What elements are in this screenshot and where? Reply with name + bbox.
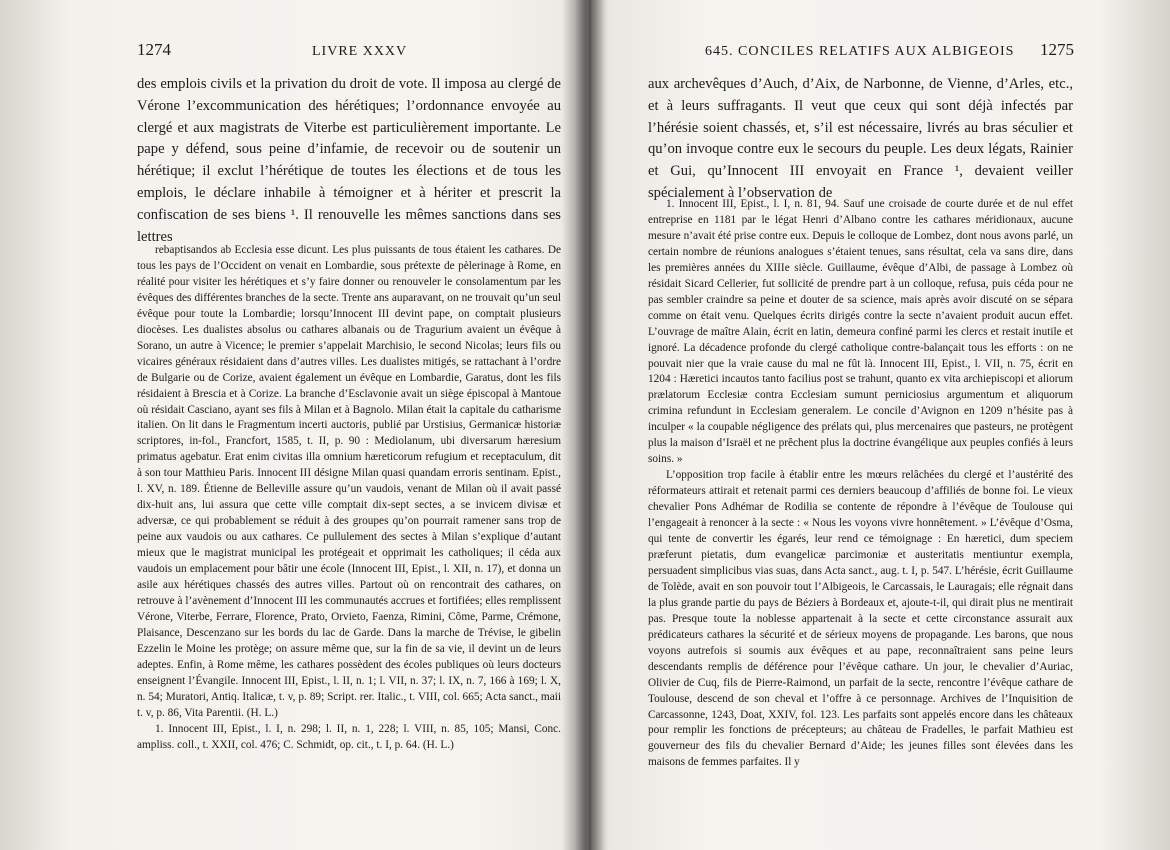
left-main-paragraph: des emplois civils et la privation du droit de vote. Il imposa au clergé de Vérone l’excommunication des hérétiques; l’ordonnance envoyée au clergé et aux magistrats de Viterbe est particulièrement importante. Le pape y défend, sous peine d’infamie, de recevoir ou de soutenir un hérétique; il exclut l’hérétique de toutes les élections et de tous les emplois, le déclare inhabile à témoigner et à hériter et prescrit la confiscation de ses biens ¹. Il renouvelle les mêmes sanctions dans ses lettres [137,76,561,245]
right-main-text [648,74,1073,205]
left-footnotes [137,243,561,754]
right-footnote-1: 1. Innocent III, Epist., l. I, n. 81, 94. Sauf une croisade de courte durée et de nul effet entreprise en 1181 par le légat Henri d’Albano contre les cathares méridionaux, aucune mesure n’avait été prise contre eux. Depuis le colloque de Lombez, dont nous avons parlé, un certain nombre de réunions analogues s’étaient tenues, sans résultat, cela va sans dire, dans les premières années du XIIIe siècle. Guillaume, évêque d’Albi, de passage à Lombez où résidait Sicard Cellerier, fut sollicité de prendre part à un colloque, refusa, puis céda pour ne pas sembler craindre sa peine et douter de sa science, mais après avoir discuté on se sépara comme on était venu. Quelques écrits dirigés contre la secte n’avaient produit aucun effet. L’ouvrage de maître Alain, écrit en latin, demeura confiné parmi les clercs et restait inutile et ignoré. La décadence profonde du clergé catholique contre-balançait tous les efforts : on ne pouvait nier que la vraie cause du mal ne fût là. Innocent III, Epist., l. VII, n. 75, écrit en 1204 : Hæretici incautos tanto facilius post se trahunt, quanto ex vita archiepiscopi et aliorum prælatorum Ecclesiæ contra Ecclesiam sumunt perniciosius argumentum et aliquorum crimina refundunt in Ecclesiam generalem. Le concile d’Avignon en 1209 n’hésite pas à inculper « la coupable négligence des prélats qui, plus mercenaires que pasteurs, ne protègent plus la maison d’Israël et ne prêchent plus la doctrine évangélique aux peuples confiés à leurs soins. » [648,198,1073,466]
right-running-head: 645. CONCILES RELATIFS AUX ALBIGEOIS [705,44,1015,59]
right-footnote-1-continued: L’opposition trop facile à établir entre les mœurs relâchées du clergé et l’austérité des réformateurs attirait et retenait parmi ces derniers beaucoup d’affiliés de bonne foi. Le vieux chevalier Pons Adhémar de Rodilia se contente de répondre à l’évêque de Toulouse qui l’engageait à renoncer à la secte : « Nous les voyons vivre honnêtement. » L’évêque d’Osma, qui tente de convertir les égarés, leur rend ce témoignage : En hæretici, dum speciem præferunt pietatis, dum evangelicæ parcimoniæ et austeritatis mentiuntur exempla, persuadent simplicibus vias suas, dans Acta sanct., aug. t. I, p. 547. L’hérésie, écrit Guillaume de Tolède, avait en son pouvoir tout l’Albigeois, le Carcassais, le Lauragais; elle régnait dans la plus grande partie du pays de Béziers à Bordeaux et, ajoute-t-il, qui dirait plus ne mentirait pas. Presque toute la noblesse appartenait à la secte et cette circonstance assurait aux prédicateurs cathares la sécurité et de sérieux moyens de propagande. Les barons, que nous voyons autrefois si soumis aux évêques et au pape, reconnaîtraient sans peine leurs descendants remplis de déférence pour l’évêque cathare. Un jour, le chevalier d’Auriac, Olivier de Cuq, fils de Pierre-Raimond, un parfait de la secte, rencontre l’évêque cathare de Toulouse, descend de son cheval et l’offre à ce personnage. Archives de l’Inquisition de Carcassonne, 1243, Doat, XXIV, fol. 123. Les parfaits sont appelés encore dans les châteaux pour remplir les fonctions de précepteurs; au château de Fradelles, le parfait Mathieu est gouverneur des fils du chevalier Bernard d’Aide; les jeunes filles sont élevées dans les maisons de femmes parfaites. Il y [648,469,1073,769]
right-footnotes [648,197,1073,771]
right-page [600,0,1170,850]
left-footnote-1: 1. Innocent III, Epist., l. I, n. 298; l. II, n. 1, 228; l. VIII, n. 85, 105; Mansi, Conc. ampliss. coll., t. XXII, col. 476; C. Schmidt, op. cit., t. I, p. 64. (H. L.) [137,722,561,751]
left-running-head: LIVRE XXXV [312,44,408,59]
left-page-number: 1274 [137,40,171,59]
right-main-paragraph: aux archevêques d’Auch, d’Aix, de Narbonne, de Vienne, d’Arles, etc., et à leurs suffragants. Il veut que ceux qui sont déjà infectés par l’hérésie soient chassés, et, s’il est nécessaire, livrés au bras séculier et qu’on invoque contre eux le secours du peuple. Les deux légats, Rainier et Gui, qu’Innocent III envoyait en France ¹, devaient veiller spécialement à l’observation de [648,76,1073,201]
left-main-text [137,74,561,248]
right-page-number: 1275 [1040,40,1074,59]
left-footnote-continued: rebaptisandos ab Ecclesia esse dicunt. Les plus puissants de tous étaient les cathares. De tous les pays de l’Occident on venait en Lombardie, sous prétexte de pèlerinage à Rome, en réalité pour visiter les hérétiques et s’y faire donner ou renouveler le consolamentum par les évêques des différentes branches de la secte. Trente ans auparavant, on ne trouvait qu’un seul évêque pour toute la Lombardie; lorsqu’Innocent III devint pape, on comptait plusieurs diocèses. Les dualistes absolus ou cathares albanais ou de Tragurium avaient un évêque à Sorano, un autre à Vicence; le premier s’appelait Marchisio, le second Nicolas; leurs fils ou vicaires généraux résidaient dans d’autres villes. Les dualistes mitigés, se rattachant à l’ordre de Bulgarie ou de Corize, avaient également un évêque en Lombardie, Garatus, dont les fils résidaient à Brescia et à Corize. La branche d’Esclavonie avait un siège épiscopal à Mantoue où résidait Casciano, ayant ses fils à Milan et à Bagnolo. Milan était la capitale du catharisme italien. On lit dans le Fragmentum incerti auctoris, publié par Urstisius, Germanicæ historiæ scriptores, in-fol., Francfort, 1585, t. II, p. 90 : Mediolanum, ubi diversarum hæresium primatus agebatur. Erat enim civitas illa omnium hæreticorum refugium et receptaculum, dit à son tour Matthieu Paris. Innocent III désigne Milan quasi quandam erroris sentinam. Epist., l. XV, n. 189. Étienne de Belleville assure qu’un vaudois, venant de Milan où il avait passé dix-huit ans, lui assura que cette ville comptait dix-sept sectes, a se invicem divisæ et adversæ, ce qui probablement se réduit à des groupes qu’on pourrait ramener sans trop de peine aux vaudois ou aux cathares. Ce pullulement des sectes à Milan s’explique d’autant mieux que le magistrat municipal les protégeait et opprimait les catholiques; il céda aux vaudois un emplacement pour bâtir une école (Innocent III, Epist., l. XII, n. 17), et donna un asile aux hérétiques chassés des autres villes. Partout où on rencontrait des cathares, on retrouve à l’avènement d’Innocent III les communautés accrues et fortifiées; elles remplissent Vérone, Viterbe, Ferrare, Florence, Prato, Orvieto, Faenza, Rimini, Côme, Parme, Crémone, Plaisance, Descenzano sur les bords du lac de Garde. Dans la marche de Trévise, le gibelin Ezzelin le Moine les protège; on assure même que, sur la fin de sa vie, il devint un de leurs adeptes. Enfin, à Rome même, les cathares possèdent des écoles publiques où leurs docteurs enseignent l’Évangile. Innocent III, Epist., l. II, n. 1; l. VII, n. 37; l. IX, n. 7, 166 à 169; l. X, n. 54; Muratori, Antiq. Italicæ, t. v, p. 89; Script. rer. Italic., t. VIII, col. 665; Acta sanct., maii t. v, p. 86, Vita Parentii. (H. L.) [137,244,561,719]
